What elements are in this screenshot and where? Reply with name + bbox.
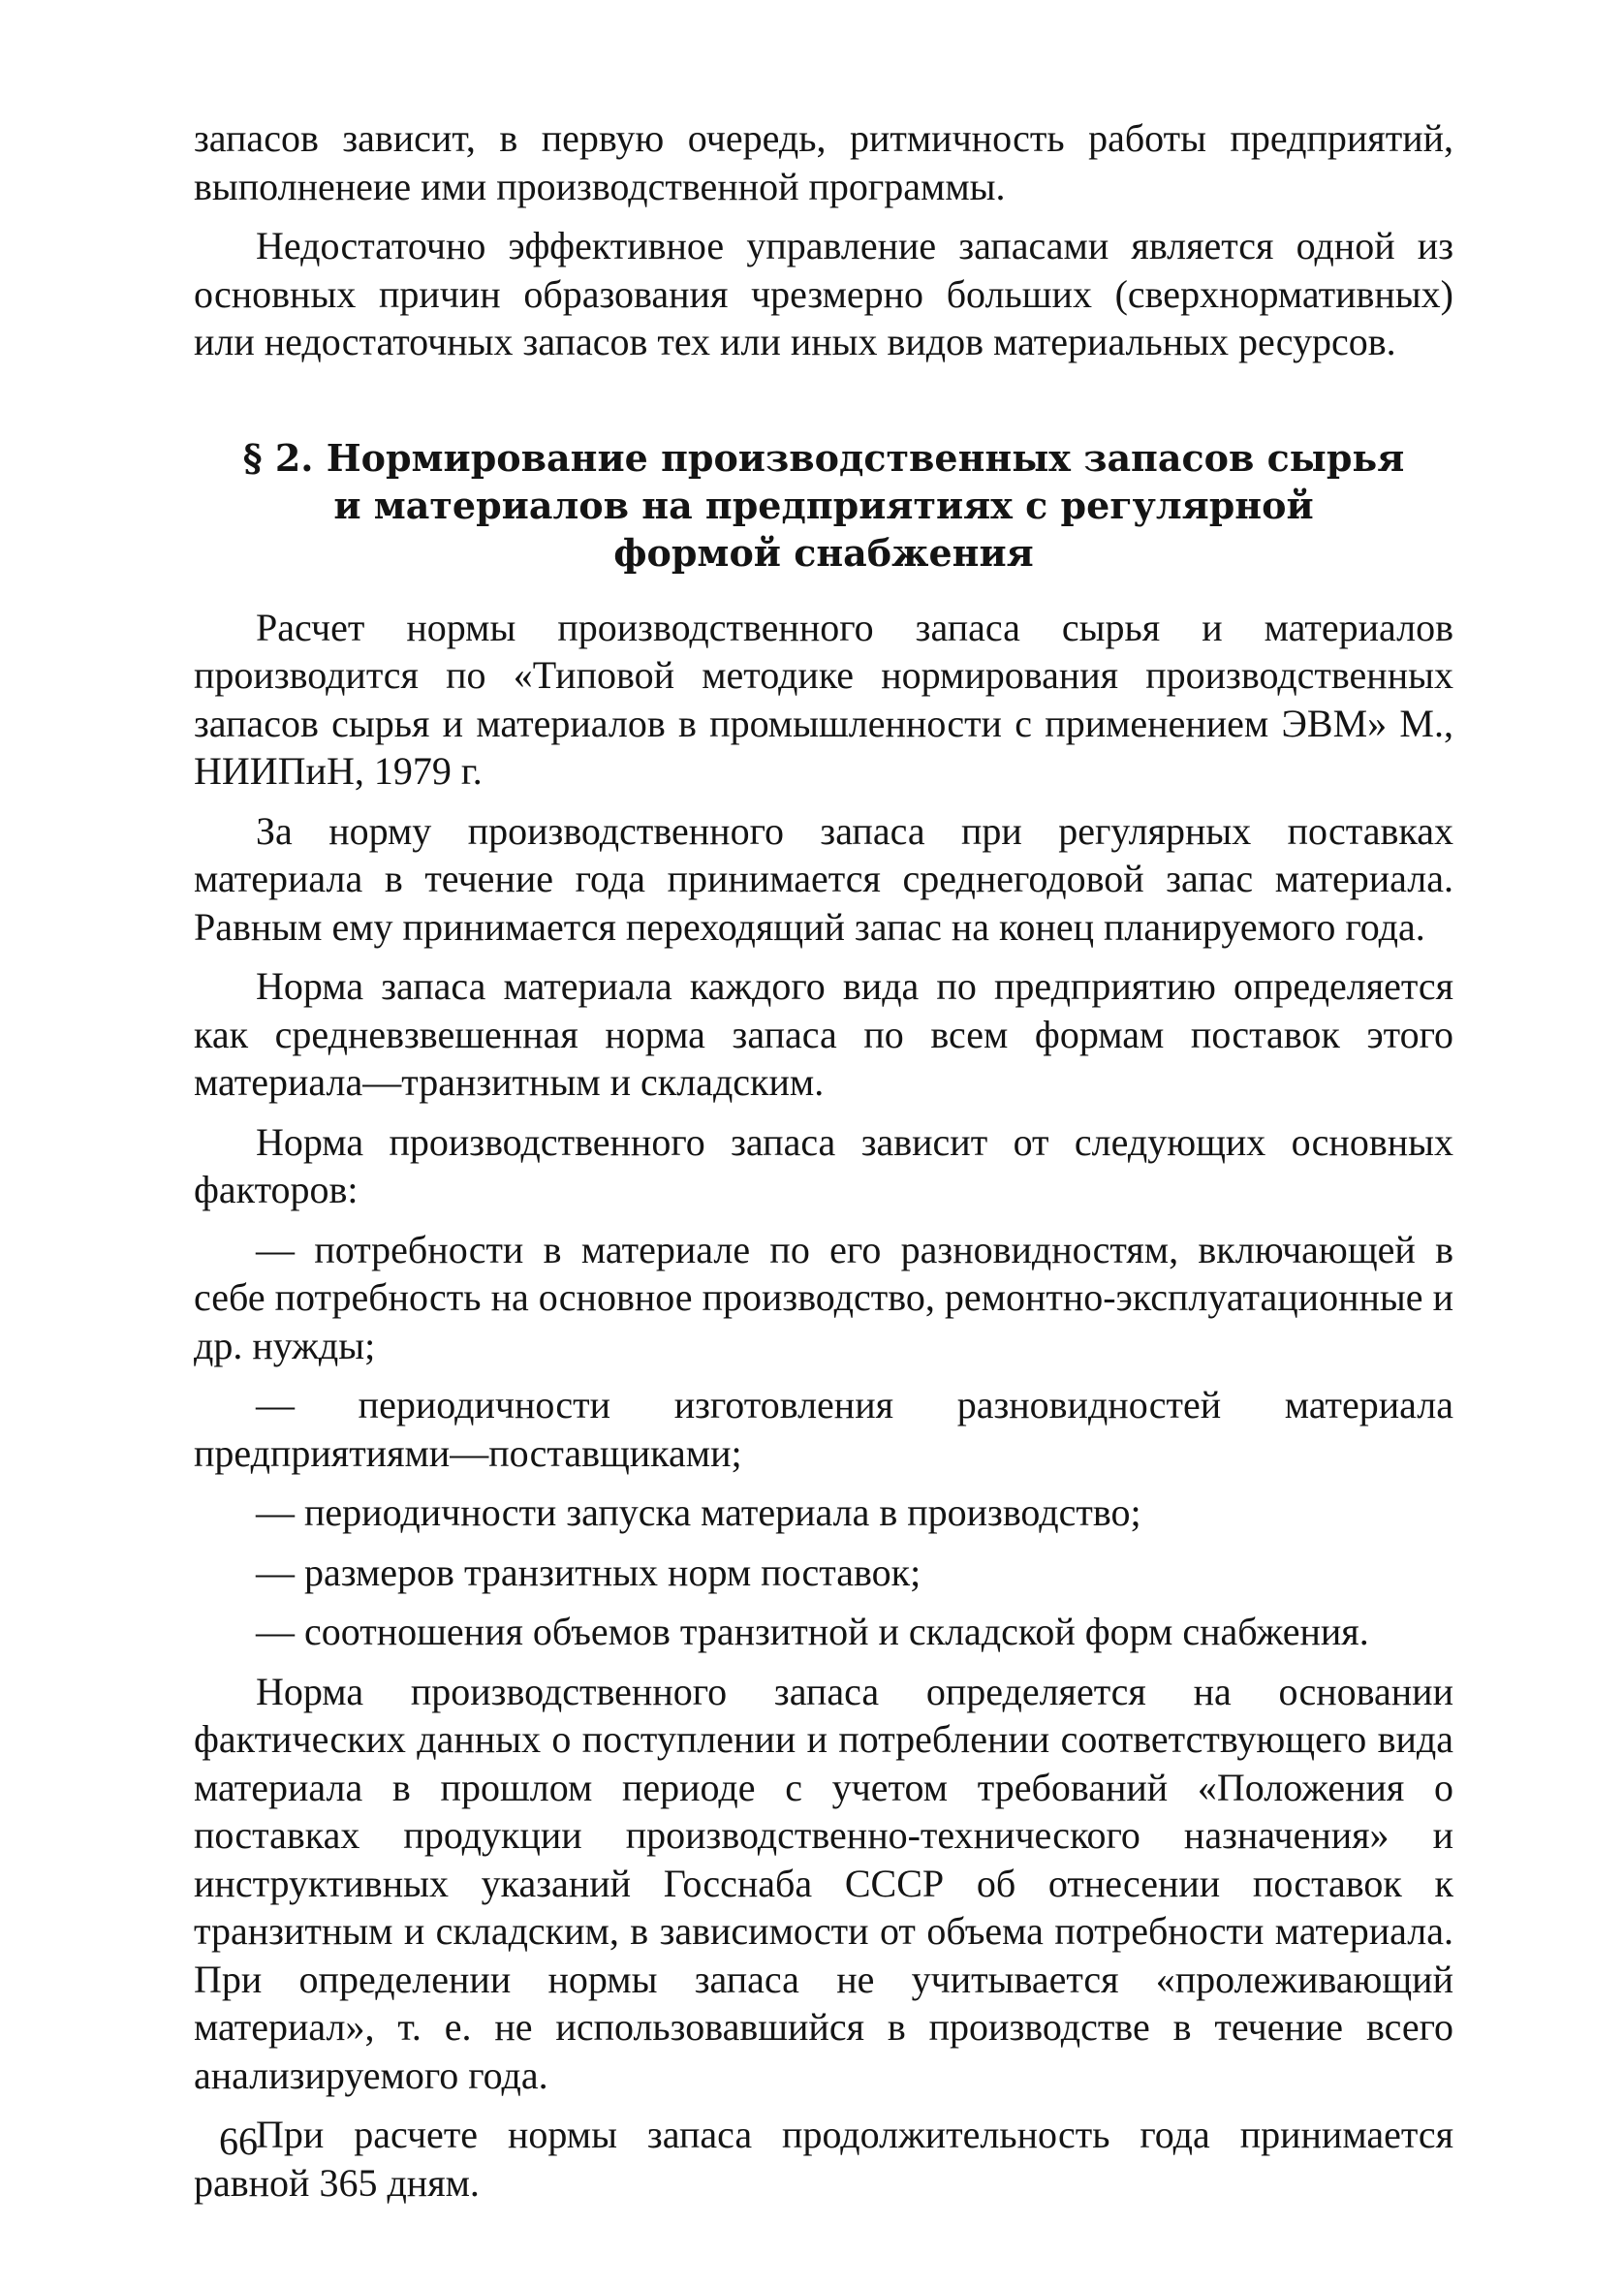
paragraph-calculation-method: Расчет нормы производственного запаса сырья и материалов производится по «Типовой методике нормирования производственных запасов сырья и материалов в промышленности с применением ЭВМ» М., НИИПиН, 1979 г. <box>194 605 1453 793</box>
paragraph-year-length: При расчете нормы запаса продолжительность года принимается равной 365 дням. <box>194 2113 1453 2205</box>
list-item-transit-norms: — размеров транзитных норм поставок; <box>256 1550 921 1594</box>
page-body <box>194 114 1453 2207</box>
section-heading <box>194 434 1453 577</box>
list-item-production-periodicity: — периодичности изготовления разновидностей материала предприятиями—поставщиками; <box>194 1383 1453 1475</box>
section-heading-line-2: и материалов на предприятиях с регулярной <box>333 483 1314 527</box>
paragraph-regular-deliveries: За норму производственного запаса при регулярных поставках материала в течение года принимается среднегодовой запас материала. Равным ему принимается переходящий запас на конец планируемого года. <box>194 808 1453 949</box>
paragraph-weighted-norm: Норма запаса материала каждого вида по предприятию определяется как средневзвешенная норма запаса по всем формам поставок этого материала—транзитным и складским. <box>194 964 1453 1104</box>
list-item-supply-ratio: — соотношения объемов транзитной и складской форм снабжения. <box>256 1610 1369 1653</box>
paragraph-actual-data: Норма производственного запаса определяется на основании фактических данных о поступлении и потреблении соответствующего вида материала в прошлом периоде с учетом требований «Положения о поставках продукции производственно-технического назначения» и инструктивных указаний Госснаба СССР об отнесении поставок к транзитным и складским, в зависимости от объема потребности материала. При определении нормы запаса не учитывается «пролеживающий материал», т. е. не использовавшийся в производстве в течение всего анализируемого года. <box>194 1669 1453 2097</box>
list-item-demand: — потребности в материале по его разновидностям, включающей в себе потребность на основное производство, ремонтно-эксплуатационные и др. нужды; <box>194 1227 1453 1367</box>
paragraph-inventory-management: Недостаточно эффективное управление запасами является одной из основных причин образования чрезмерно больших (сверхнормативных) или недостаточных запасов тех или иных видов материальных ресурсов. <box>194 224 1453 363</box>
paragraph-factors-intro: Норма производственного запаса зависит от следующих основных факторов: <box>194 1119 1453 1211</box>
paragraph-continuation: запасов зависит, в первую очередь, ритмичность работы предприятий, выполненеие ими производственной программы. <box>194 116 1453 208</box>
section-heading-line-1: § 2. Нормирование производственных запасов сырья <box>242 435 1405 480</box>
page-number: 66 <box>219 2119 258 2163</box>
list-item-launch-periodicity: — периодичности запуска материала в производство; <box>256 1490 1141 1534</box>
section-heading-line-3: формой снабжения <box>613 530 1034 575</box>
